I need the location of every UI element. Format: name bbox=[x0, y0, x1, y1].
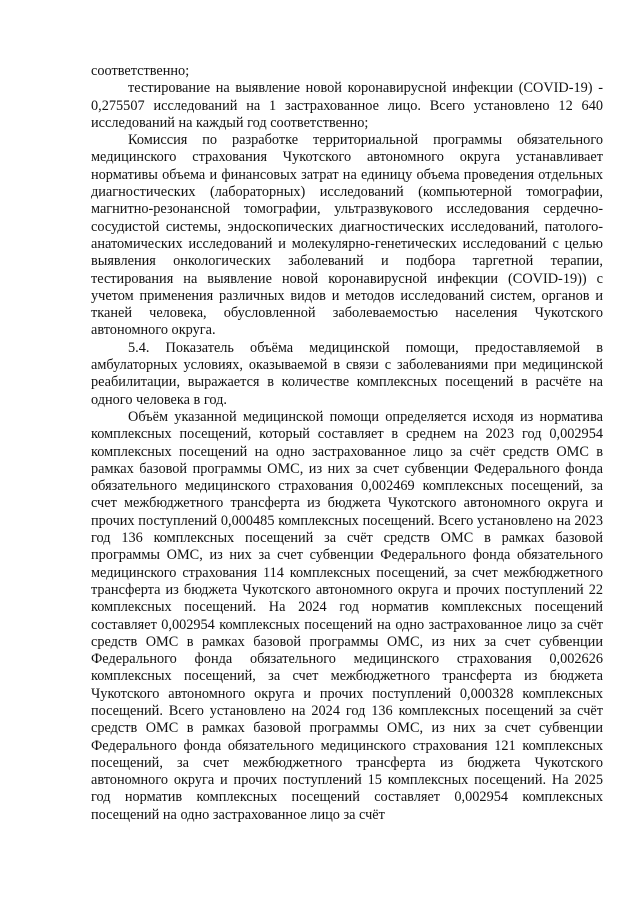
document-body bbox=[91, 63, 603, 824]
paragraph-volume-norms: Объём указанной медицинской помощи определяется исходя из норматива комплексных посещений, который составляет в среднем на 2023 год 0,002954 комплексных посещений на одно застрахованное лицо за счёт средств ОМС в рамках базовой программы ОМС, из них за счет субвенции Федерального фонда обязательного медицинского страхования 0,002469 комплексных посещений, за счет межбюджетного трансферта из бюджета Чукотского автономного округа и прочих поступлений 0,000485 комплексных посещений. Всего установлено на 2023 год 136 комплексных посещений за счёт средств ОМС в рамках базовой программы ОМС, из них за счет субвенции Федерального фонда обязательного медицинского страхования 114 комплексных посещений, за счет межбюджетного трансферта из бюджета Чукотского автономного округа и прочих поступлений 22 комплексных посещений. На 2024 год норматив комплексных посещений составляет 0,002954 комплексных посещений на одно застрахованное лицо за счёт средств ОМС в рамках базовой программы ОМС, из них за счет субвенции Федерального фонда обязательного медицинского страхования 0,002626 комплексных посещений, за счет межбюджетного трансферта из бюджета Чукотского автономного округа и прочих поступлений 0,000328 комплексных посещений. Всего установлено на 2024 год 136 комплексных посещений за счёт средств ОМС в рамках базовой программы ОМС, из них за счет субвенции Федерального фонда обязательного медицинского страхования 121 комплексных посещений, за счет межбюджетного трансферта из бюджета Чукотского автономного округа и прочих поступлений 15 комплексных посещений. На 2025 год норматив комплексных посещений составляет 0,002954 комплексных посещений на одно застрахованное лицо за счёт bbox=[91, 408, 603, 823]
paragraph-continuation: соответственно; bbox=[91, 63, 190, 79]
paragraph-commission-norms: Комиссия по разработке территориальной программы обязательного медицинского страхования Чукотского автономного округа устанавливает нормативы объема и финансовых затрат на единицу объема проведения отдельных диагностических (лабораторных) исследований (компьютерной томографии, магнитно-резонансной томографии, ультразвукового исследования сердечно-сосудистой системы, эндоскопических диагностических исследований, патолого-анатомических исследований и молекулярно-генетических исследований с целью выявления онкологических заболеваний и подбора таргетной терапии, тестирования на выявление новой коронавирусной инфекции (COVID-19)) с учетом применения различных видов и методов исследований систем, органов и тканей человека, обусловленной заболеваемостью населения Чукотского автономного округа. bbox=[91, 132, 603, 339]
paragraph-covid-testing: тестирование на выявление новой коронавирусной инфекции (COVID-19) - 0,275507 исследований на 1 застрахованное лицо. Всего установлено 12 640 исследований на каждый год соответственно; bbox=[91, 80, 603, 131]
paragraph-section-5-4: 5.4. Показатель объёма медицинской помощи, предоставляемой в амбулаторных условиях, оказываемой в связи с заболеваниями при медицинской реабилитации, выражается в количестве комплексных посещений в расчёте на одного человека в год. bbox=[91, 339, 603, 408]
